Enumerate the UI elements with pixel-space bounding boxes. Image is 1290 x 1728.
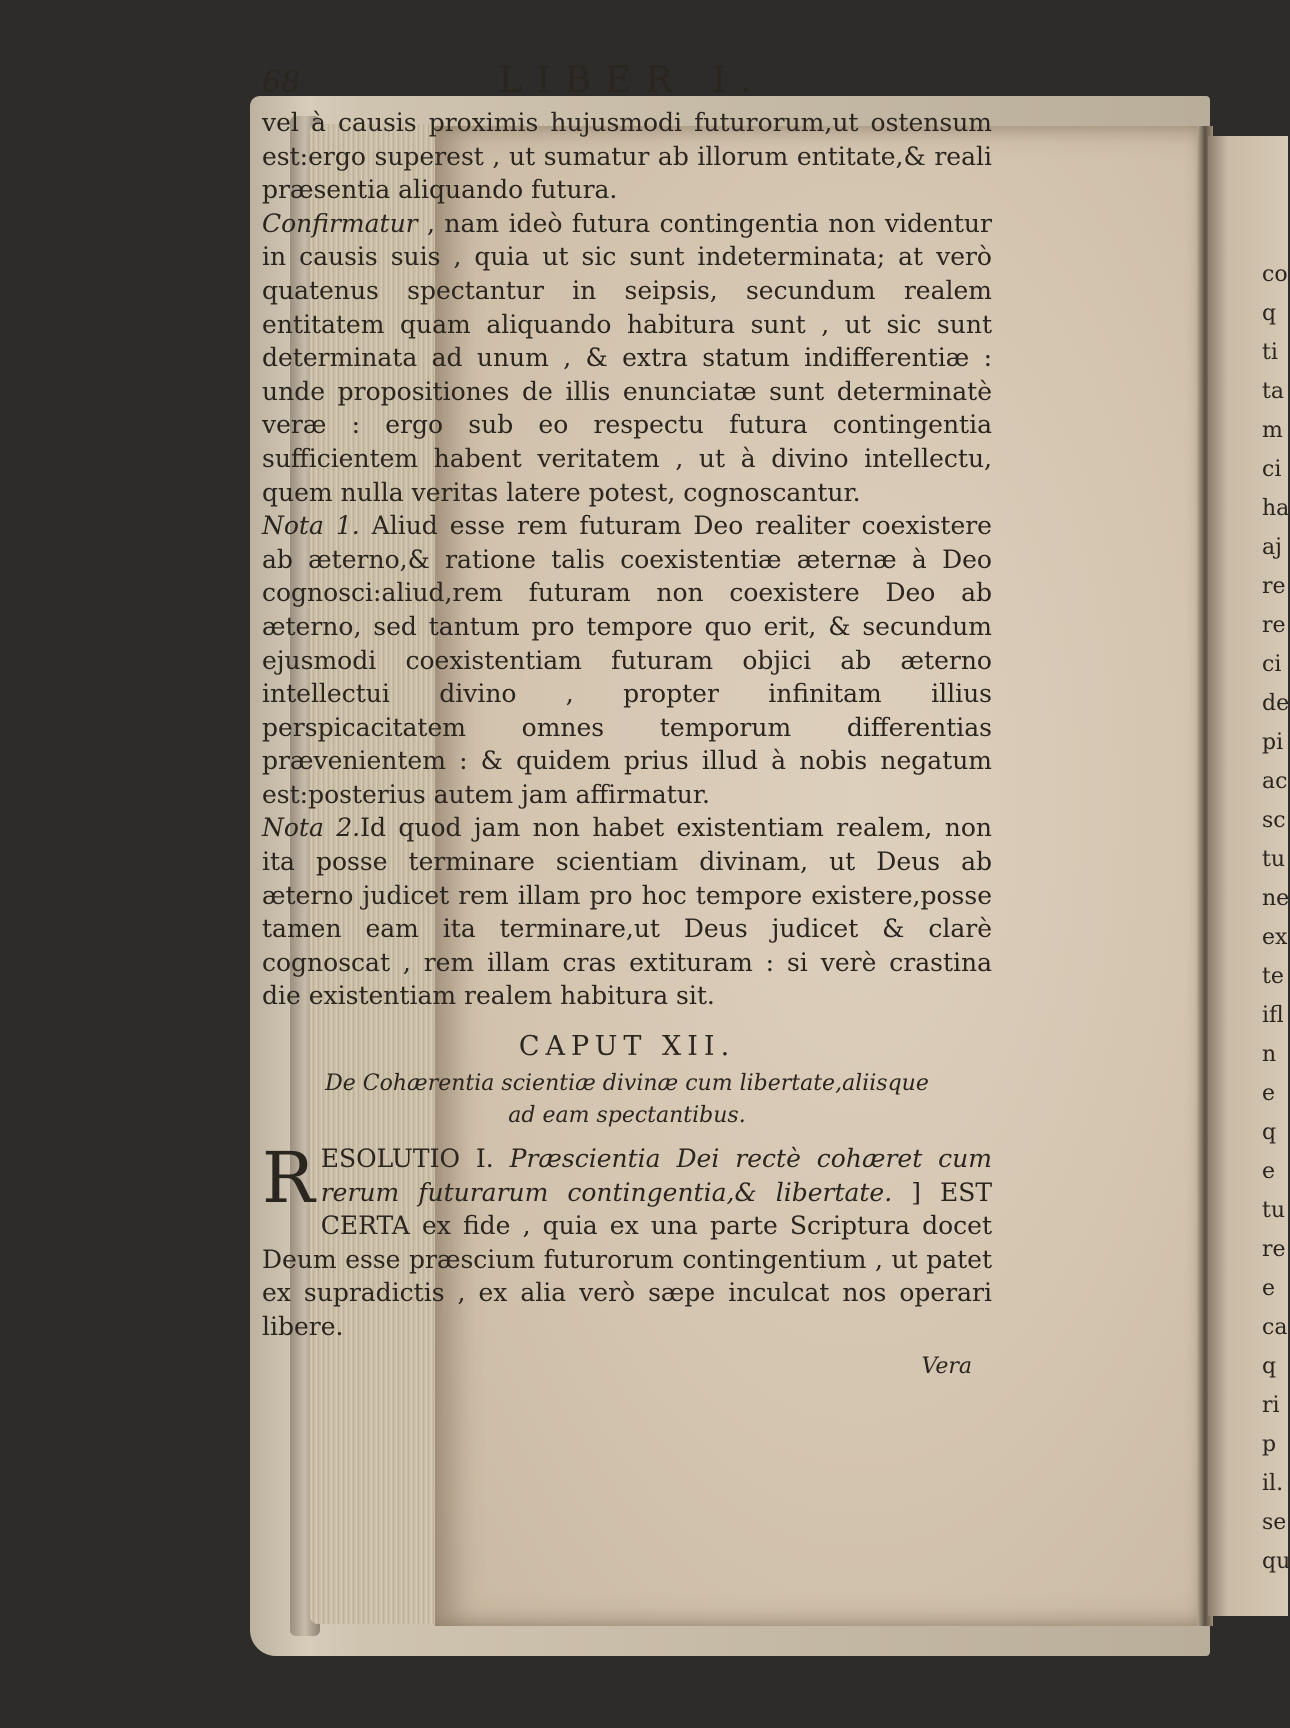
resolutio-body: ] EST CERTA ex fide , quia ex una parte Scriptura docet Deum esse præscium futurorum contingentium , ut patet ex supradictis , ex alia verò sæpe inculcat nos operari libere. — [262, 1177, 993, 1341]
facing-page-fragment: q — [1262, 1120, 1277, 1145]
facing-page-fragment: e — [1262, 1081, 1276, 1106]
catchword: Vera — [921, 1353, 972, 1379]
paragraph-2-lead: Confirmatur — [262, 208, 418, 238]
resolutio-paragraph — [262, 1137, 993, 1344]
paragraph-4 — [262, 811, 992, 1013]
paragraph-4-body: Id quod jam non habet existentiam realem, non ita posse terminare scientiam divinam, ut Deus ab æterno judicet rem illam pro hoc tempore existere,posse tamen eam ita terminare,ut Deus judicet & clarè cognoscat , rem illam cras extituram : si verè crastina die existentiam realem habitura sit. — [262, 813, 992, 1011]
facing-page-fragment: ti — [1262, 340, 1278, 365]
facing-page-fragment: te — [1262, 964, 1284, 989]
facing-page-fragment: p — [1262, 1432, 1277, 1457]
resolutio-label: ESOLUTIO I. — [320, 1144, 494, 1174]
paragraph-1: vel à causis proximis hujusmodi futurorum,ut ostensum est:ergo superest , ut sumatur ab illorum entitate,& reali præsentia aliquando futura. — [262, 108, 992, 205]
facing-page-fragment: il. — [1262, 1471, 1284, 1496]
facing-page-fragment: m — [1262, 418, 1283, 443]
facing-page-fragment: ex — [1262, 925, 1288, 950]
facing-page-fragment: ri — [1262, 1393, 1280, 1418]
facing-page-fragment: q — [1262, 301, 1277, 326]
chapter-subtitle-line-2: ad eam spectantibus. — [508, 1103, 746, 1129]
chapter-subtitle-line-1: De Cohærentia scientiæ divinæ cum libertate,aliisque — [325, 1071, 929, 1097]
page-number: 68 — [262, 65, 301, 100]
facing-page-fragment: ci — [1262, 457, 1282, 482]
paragraph-3-lead: Nota 1. — [262, 511, 360, 541]
facing-page-fragment: aj — [1262, 535, 1282, 560]
facing-page-fragment: pi — [1262, 730, 1284, 755]
facing-page-fragment: re — [1262, 1237, 1286, 1262]
facing-page-fragment: tu — [1262, 847, 1286, 872]
facing-page-fragment: ca — [1262, 1315, 1288, 1340]
facing-page-fragment: re — [1262, 613, 1286, 638]
page-text — [262, 60, 992, 1379]
chapter-heading: CAPUT XII. — [518, 1031, 736, 1063]
facing-page-fragment: ha — [1262, 496, 1290, 521]
page-header — [262, 60, 992, 106]
resolutio-thesis: Præscientia Dei rectè cohæret cum rerum futurarum contingentia,& libertate. — [320, 1144, 992, 1207]
paragraph-2 — [262, 207, 992, 509]
facing-page-fragment: se — [1262, 1510, 1287, 1535]
facing-page-fragment: e — [1262, 1276, 1276, 1301]
chapter-subtitle — [262, 1068, 992, 1132]
facing-page-fragment: ifl — [1262, 1003, 1284, 1028]
facing-page-fragment: ne — [1262, 886, 1290, 911]
facing-page-fragment: re — [1262, 574, 1286, 599]
facing-page-fragment: e — [1262, 1159, 1276, 1184]
facing-page-fragment: q — [1262, 1354, 1277, 1379]
facing-page-fragment: ta — [1262, 379, 1284, 404]
paragraph-3 — [262, 509, 992, 811]
paragraph-3-body: Aliud esse rem futuram Deo realiter coexistere ab æterno,& ratione talis coexistentiæ æternæ à Deo cognosci:aliud,rem futuram non coexistere Deo ab æterno, sed tantum pro tempore quo erit, & secundum ejusmodi coexistentiam futuram objici ab æterno intellectui divino , propter infinitam illius perspicacitatem omnes temporum differentias prævenientem : & quidem prius illud à nobis negatum est:posterius autem jam affirmatur. — [262, 511, 992, 809]
facing-page-fragment: de — [1262, 691, 1290, 716]
facing-page-fragment: n — [1262, 1042, 1277, 1067]
facing-page-fragment: ac — [1262, 769, 1288, 794]
paragraph-2-body: , nam ideò futura contingentia non videntur in causis suis , quia ut sic sunt indeterminata; at verò quatenus spectantur in seipsis, secundum realem entitatem quam aliquando habitura sunt , ut sic sunt determinata ad unum , & extra statum indifferentiæ : unde propositiones de illis enunciatæ sunt determinatè veræ : ergo sub eo respectu futura contingentia sufficientem habent veritatem , ut à divino intellectu, quem nulla veritas latere potest, cognoscantur. — [262, 208, 992, 507]
facing-page-fragment: ci — [1262, 652, 1282, 677]
facing-page-fragment: sc — [1262, 808, 1286, 833]
paragraph-4-lead: Nota 2. — [262, 813, 361, 843]
facing-page-fragment: tu — [1262, 1198, 1286, 1223]
facing-page-fragment: co — [1262, 262, 1288, 287]
drop-cap: R — [262, 1137, 315, 1220]
facing-page-fragment: qu — [1262, 1549, 1290, 1574]
running-title: LIBER I. — [498, 60, 766, 101]
